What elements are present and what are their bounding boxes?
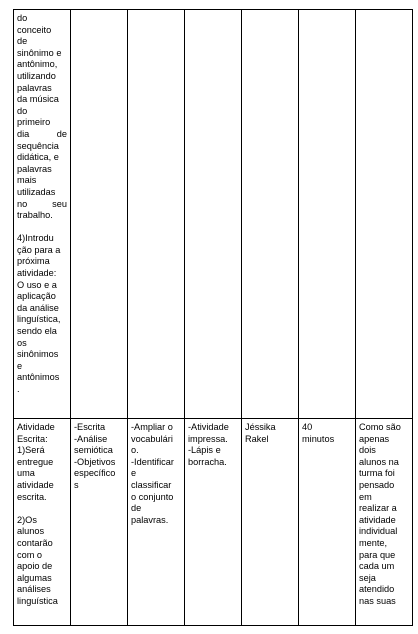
objectives-text: -Ampliar o vocabulári o. -Identificar e classificar o conjunto de palavras. [131, 422, 174, 525]
procedure-text-part2 [17, 233, 67, 395]
text-line: sequência [17, 140, 59, 151]
text-line: dia de [17, 128, 67, 139]
text-line: . [17, 384, 20, 394]
text-line: de [17, 36, 28, 47]
text-line: sendo ela [17, 326, 57, 337]
table-cell [185, 10, 242, 419]
table-cell [356, 10, 413, 419]
text-line: sinônimos [17, 349, 59, 360]
text-line: atividade: [17, 268, 57, 279]
table-cell [71, 10, 128, 419]
table-cell-procedure [14, 10, 71, 419]
table-cell-notes [356, 419, 413, 626]
activity-title-text: Atividade Escrita: 1)Será entregue uma atividade escrita. [17, 422, 55, 502]
text-line: do [17, 105, 28, 116]
resources-text: -Atividade impressa. -Lápis e borracha. [188, 422, 229, 467]
table-cell-responsible [242, 419, 299, 626]
text-line: 4)Introdu [17, 233, 54, 244]
table-cell-objectives [128, 419, 185, 626]
procedure-text-part1 [17, 13, 67, 222]
text-line: primeiro [17, 117, 51, 128]
text-line: trabalho. [17, 210, 53, 221]
table-cell-resources [185, 419, 242, 626]
duration-text: 40 minutos [302, 422, 335, 444]
text-line: conceito [17, 24, 52, 35]
text-line: linguística, [17, 314, 61, 325]
text-line: do [17, 13, 28, 23]
text-line: didática, e [17, 152, 59, 163]
text-line: próxima [17, 256, 50, 267]
text-line: da música [17, 94, 59, 105]
text-line: ção para a [17, 244, 61, 255]
table-cell [242, 10, 299, 419]
text-line: palavras [17, 82, 52, 93]
text-line: sinônimo e [17, 47, 62, 58]
text-line: antônimo, [17, 59, 58, 70]
text-line: e [17, 360, 23, 371]
text-line: os [17, 337, 27, 348]
activity-support-text: 2)Os alunos contarão com o apoio de algumas análises linguística [17, 514, 58, 606]
table-cell-procedure [14, 419, 71, 626]
table-row [14, 10, 413, 419]
notes-text: Como são apenas dois alunos na turma foi pensado em realizar a atividade individual mente, para que cada um seja atendido nas suas [359, 422, 401, 606]
text-line: aplicação [17, 291, 56, 302]
table-cell [299, 10, 356, 419]
table-cell [128, 10, 185, 419]
text-line: no seu [17, 198, 67, 209]
text-line: da análise [17, 302, 59, 313]
text-line: utilizadas [17, 186, 56, 197]
table-cell-duration [299, 419, 356, 626]
responsible-text: Jéssika Rakel [245, 422, 276, 444]
text-line: palavras [17, 163, 52, 174]
text-line: O uso e a [17, 279, 57, 290]
table-cell-skills [71, 419, 128, 626]
text-line: utilizando [17, 70, 56, 81]
lesson-plan-table [13, 9, 413, 626]
table-row [14, 419, 413, 626]
text-line: mais [17, 175, 37, 186]
text-line: antônimos [17, 372, 60, 383]
skills-text: -Escrita -Análise semiótica -Objetivos específico s [74, 422, 116, 490]
